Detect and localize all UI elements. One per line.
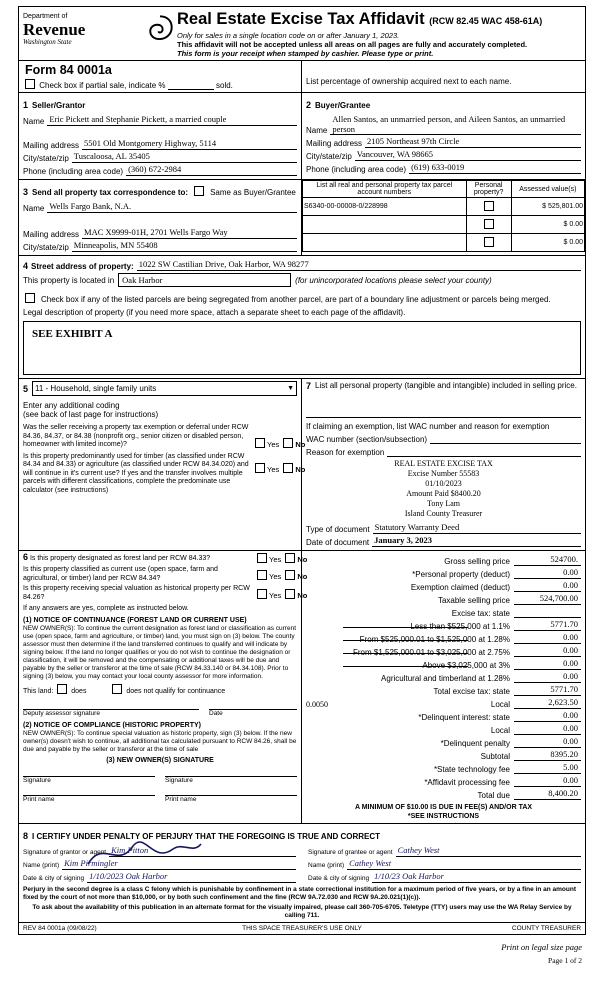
calc-value[interactable]: 5771.70: [514, 684, 581, 696]
page-number: Page 1 of 2: [548, 956, 582, 965]
calc-label: Agricultural and timberland at 1.28%: [381, 674, 510, 683]
seller-name-label: Name: [23, 117, 45, 126]
stamp-line-2: Excise Number 55583: [407, 469, 480, 478]
header-text: [143, 11, 581, 58]
forest-calc-row: [19, 550, 585, 823]
calc-label: *State technology fee: [433, 765, 510, 774]
seller-city[interactable]: Tuscaloosa, AL 35405: [72, 151, 297, 163]
calc-row: [306, 632, 581, 644]
table-row: [303, 216, 585, 234]
land-not-qualify-checkbox[interactable]: [112, 684, 122, 694]
calc-row: [306, 606, 581, 618]
personal-checkbox-0[interactable]: [484, 201, 494, 211]
forest-num: 6: [23, 552, 29, 562]
form-number: Form 84 0001a: [25, 63, 112, 77]
calc-row: [306, 593, 581, 605]
partial-sale-checkbox[interactable]: [25, 79, 35, 89]
perjury-note: Perjury in the second degree is a class C felony which is punishable by confinement in a state correctional institution for a maximum period of five years, or by a fine in an amount fixed by the court of not more than $10,000, or by both such confinement and the fine (RCW 9A.72.030 and RCW 9A.20.021(1)(c)).: [23, 886, 576, 901]
calc-row: [306, 723, 581, 735]
exemption-question-2-text: Is this property predominantly used for timber (as classified under RCW 84.34 and 84.33) or agriculture (as classified under RCW 84.34.020) and will continue in it's current use? If yes and the transfer involves multiple parcels with different classifications, complete the predominate use calculator (see instructions): [23, 452, 249, 494]
county-treasurer-label: COUNTY TREASURER: [511, 925, 582, 932]
calc-row: [306, 567, 581, 579]
calc-row: [306, 749, 581, 761]
calc-value[interactable]: 0.00: [514, 632, 581, 644]
calc-label: Above $3,025,000 at 3%: [306, 661, 514, 670]
forest-q2-no-checkbox[interactable]: [285, 570, 295, 580]
grantor-print-label: Name (print): [23, 862, 60, 869]
pct-note-cell: [302, 61, 585, 92]
forest-q3: Is this property receiving special valuation as historical property per RCW 84.26?: [23, 585, 250, 601]
treasurer-use-label: THIS SPACE TREASURER'S USE ONLY: [242, 925, 362, 932]
calc-rows: [306, 554, 581, 800]
calc-row: [306, 658, 581, 670]
parcel-col-header: List all real and personal property tax parcel account numbers: [303, 181, 467, 198]
treasurer-stamp: [306, 459, 581, 519]
header-sub2: This affidavit will not be accepted unless all areas on all pages are fully and accurately completed.: [177, 40, 528, 49]
q1-answers[interactable]: Yes No: [253, 424, 297, 450]
seller-mail[interactable]: 5501 Old Montgomery Highway, 5114: [82, 138, 297, 150]
calc-label: *Delinquent interest: state: [418, 713, 510, 722]
legal-desc-box[interactable]: [23, 321, 581, 375]
calc-label: Taxable selling price: [437, 596, 510, 605]
land-not-qualify-label: does not qualify for continuance: [126, 688, 226, 695]
grantee-print-label: Name (print): [308, 862, 345, 869]
seller-mail-label: Mailing address: [23, 141, 80, 150]
taxpayer-city[interactable]: Minneapolis, MN 55408: [72, 240, 297, 252]
forest-q1-answers[interactable]: Yes No: [255, 553, 297, 564]
calc-value[interactable]: 8395.20: [514, 749, 581, 761]
chevron-down-icon: ▼: [287, 385, 294, 392]
taxpayer-heading: Send all property tax correspondence to:: [32, 188, 189, 197]
calc-label: Total excise tax: state: [433, 687, 510, 696]
minimum-fee-note: A MINIMUM OF $10.00 IS DUE IN FEE(S) AND/OR TAX: [354, 804, 533, 811]
calc-label: Exemption claimed (deduct): [410, 583, 510, 592]
strikethrough-mark: [343, 627, 468, 628]
grantee-date-city[interactable]: 1/10/23 Oak Harbor: [372, 871, 581, 883]
buyer-phone[interactable]: (619) 633-0019: [409, 162, 581, 174]
located-label: This property is located in: [23, 275, 115, 285]
certify-heading: I CERTIFY UNDER PENALTY OF PERJURY THAT THE FOREGOING IS TRUE AND CORRECT: [32, 832, 381, 841]
legal-desc-label: Legal description of property (if you need more space, attach a separate sheet to each page of the affidavit).: [23, 308, 406, 317]
same-as-buyer-checkbox[interactable]: [194, 186, 204, 196]
personal-property-block: [302, 379, 585, 550]
calc-value[interactable]: 0.00: [514, 658, 581, 670]
seller-heading: Seller/Grantor: [32, 101, 86, 110]
form-header: [19, 7, 585, 61]
notice-compliance-title: (2) NOTICE OF COMPLIANCE (HISTORIC PROPERTY): [23, 721, 201, 729]
forest-q1-yes-checkbox[interactable]: [257, 553, 267, 563]
notice-compliance-body: NEW OWNER(S): To continue special valuation as historic property, sign (3) below. If the new owner(s) doesn't wish to continue, all additional tax calculated pursuant to RCW 84.26, shall be due and payable by the seller or transferor at the time of sale: [23, 730, 297, 753]
personal-checkbox-1[interactable]: [484, 219, 494, 229]
formno-cell: [19, 61, 302, 92]
exempt-claim-label: If claiming an exemption, list WAC number and reason for exemption: [306, 422, 550, 431]
formno-row: [19, 61, 585, 92]
grantor-date-label: Date & city of signing: [23, 875, 85, 882]
parcel-table: [302, 180, 585, 252]
parcel-block: [302, 180, 585, 255]
state-label: Washington State: [23, 38, 72, 46]
calc-row: [306, 736, 581, 748]
parcel-number-2[interactable]: [303, 234, 467, 252]
calc-value[interactable]: 0.00: [514, 645, 581, 657]
taxpayer-city-label: City/state/zip: [23, 243, 69, 252]
wac-label: WAC number (section/subsection): [306, 435, 428, 444]
parcel-number-1[interactable]: [303, 216, 467, 234]
calc-label: *Affidavit processing fee: [424, 778, 510, 787]
located-value[interactable]: Oak Harbor: [118, 273, 291, 287]
buyer-mail[interactable]: 2105 Northeast 97th Circle: [365, 136, 581, 148]
calc-row: [306, 710, 581, 722]
notice-continuance-title: (1) NOTICE OF CONTINUANCE (FOREST LAND OR CURRENT USE): [23, 616, 247, 624]
newowner-sig-label-1: Signature: [23, 776, 155, 785]
buyer-name-label: Name: [306, 126, 328, 135]
calc-label: Local: [490, 726, 510, 735]
forest-q1-no-checkbox[interactable]: [285, 553, 295, 563]
buyer-city[interactable]: Vancouver, WA 98665: [355, 149, 581, 161]
header-sub1: Only for sales in a single location code on or after January 1, 2023.: [177, 31, 400, 40]
doc-type-label: Type of document: [306, 525, 370, 534]
grantor-sig-label: Signature of grantor or agent: [23, 849, 107, 856]
calc-label: From $525,000.01 to $1,525,000 at 1.28%: [306, 635, 514, 644]
taxpayer-name[interactable]: Wells Fargo Bank, N.A.: [47, 201, 297, 213]
forest-q3-no-checkbox[interactable]: [285, 589, 295, 599]
stamp-line-5: Tony Lam: [427, 499, 460, 508]
q1-yes-checkbox[interactable]: [255, 438, 265, 448]
q2-no-checkbox[interactable]: [283, 463, 293, 473]
table-row: [303, 234, 585, 252]
calc-value[interactable]: 5771.70: [514, 619, 581, 631]
seller-phone[interactable]: (360) 672-2984: [126, 164, 297, 176]
forest-ifyes: If any answers are yes, complete as instructed below.: [23, 605, 189, 612]
forest-q2: Is this property classified as current use (open space, farm and agricultural, or timber) land per RCW 84.34?: [23, 566, 218, 582]
taxpayer-parcel-row: [19, 179, 585, 255]
newowner-sig-label-2: Signature: [165, 776, 297, 785]
calc-value[interactable]: 8,400.20: [514, 788, 581, 800]
forest-q3-yes-checkbox[interactable]: [257, 589, 267, 599]
taxpayer-mail-label: Mailing address: [23, 230, 80, 239]
partial-sale-pct[interactable]: [168, 80, 214, 90]
assessed-col-header: Assessed value(s): [511, 181, 584, 198]
calc-label: *Delinquent penalty: [440, 739, 510, 748]
calc-row: [306, 619, 581, 631]
q1-no-checkbox[interactable]: [283, 438, 293, 448]
exemption-question-1: Was the seller receiving a property tax exemption or deferral under RCW 84.36, 84.37, or 84.38 (nonprofit org., senior citizen or disabled person, homeowner with limited income)?: [23, 424, 249, 448]
calc-value[interactable]: 0.00: [514, 775, 581, 787]
grantee-signature[interactable]: Cathey West: [396, 845, 581, 857]
doc-type-value[interactable]: Statutory Warranty Deed: [373, 522, 581, 534]
land-does-checkbox[interactable]: [57, 684, 67, 694]
deputy-date-label: Date: [209, 709, 297, 718]
newowner-print-label-2: Print name: [165, 795, 297, 804]
exemption-question-2: [23, 453, 253, 496]
personal-prop-text: List all personal property (tangible and intangible) included in selling price.: [315, 381, 577, 390]
strikethrough-mark: [343, 653, 468, 654]
calc-value[interactable]: 0.00: [514, 710, 581, 722]
grantor-print-name[interactable]: Kim Pirmingler: [62, 858, 296, 870]
form-footer: [19, 922, 585, 934]
revenue-label: Revenue: [23, 20, 86, 39]
doc-date-label: Date of document: [306, 538, 370, 547]
rcw-citation: (RCW 82.45 WAC 458-61A): [429, 16, 543, 26]
parties-row: [19, 92, 585, 179]
grantee-sig-block: [302, 844, 581, 884]
calc-label: From $1,525,000.01 to $3,025,000 at 2.75%: [306, 648, 514, 657]
buyer-num: 2: [306, 100, 312, 110]
calc-value[interactable]: 0.00: [514, 567, 581, 579]
same-as-buyer-label: Same as Buyer/Grantee: [210, 188, 296, 197]
buyer-phone-label: Phone (including area code): [306, 165, 407, 174]
grantor-signature[interactable]: Kim Pitton: [109, 845, 296, 857]
seller-phone-label: Phone (including area code): [23, 167, 124, 176]
seller-name[interactable]: Eric Pickett and Stephanie Pickett, a married couple: [47, 114, 297, 126]
street-value[interactable]: 1022 SW Castilian Drive, Oak Harbor, WA 98277: [137, 259, 581, 271]
partial-sale-row: [19, 77, 301, 92]
calc-label: Gross selling price: [444, 557, 510, 566]
assessed-value-1[interactable]: $ 0.00: [511, 216, 584, 234]
buyer-heading: Buyer/Grantee: [315, 101, 371, 110]
personal-prop-num: 7: [306, 381, 312, 391]
ada-note: To ask about the availability of this publication in an alternate format for the visually impaired, please call 360-705-6705. Teletype (TTY) users may use the WA Relay Service by calling 711.: [32, 904, 572, 919]
seller-block: [19, 93, 302, 179]
signature-scribble-icon: [83, 834, 203, 874]
usecode-personal-row: [19, 378, 585, 550]
calc-label: Excise tax: state: [451, 609, 510, 618]
calc-row: [306, 775, 581, 787]
newowner-print-label-1: Print name: [23, 795, 155, 804]
this-land-label: This land:: [23, 688, 54, 695]
calc-value[interactable]: 524,700.00: [514, 593, 581, 605]
calc-value[interactable]: 0.00: [514, 723, 581, 735]
reason-label: Reason for exemption: [306, 448, 385, 457]
seller-num: 1: [23, 100, 29, 110]
stamp-line-6: Island County Treasurer: [404, 509, 483, 518]
parcel-number-0[interactable]: S6340-00-00008-0/228998: [303, 198, 467, 216]
grantee-date-label: Date & city of signing: [308, 875, 370, 882]
assessed-value-0[interactable]: $ 525,801.00: [511, 198, 584, 216]
calc-label: Subtotal: [480, 752, 510, 761]
taxpayer-mail[interactable]: MAC X9999-01H, 2701 Wells Fargo Way: [82, 227, 297, 239]
pct-note: List percentage of ownership acquired next to each name.: [306, 77, 512, 86]
buyer-block: [302, 93, 585, 179]
calc-value[interactable]: 2,623.50: [514, 697, 581, 709]
personal-checkbox-2[interactable]: [484, 237, 494, 247]
grantor-date-city[interactable]: 1/10/2023 Oak Harbor: [87, 871, 296, 883]
table-row: [303, 198, 585, 216]
certify-num: 8: [23, 831, 29, 841]
strikethrough-mark: [343, 666, 468, 667]
forest-q2-yes-checkbox[interactable]: [257, 570, 267, 580]
calculation-block: [302, 551, 585, 823]
grantee-sig-label: Signature of grantee or agent: [308, 849, 393, 856]
land-does-label: does: [71, 688, 87, 695]
calc-row: [306, 645, 581, 657]
agency-logo: [23, 11, 143, 46]
rev-number: REV 84 0001a (09/08/22): [23, 925, 97, 932]
street-num: 4: [23, 261, 29, 271]
forest-q2-answers[interactable]: Yes No: [255, 566, 297, 583]
forest-q1: Is this property designated as forest land per RCW 84.33?: [29, 555, 211, 562]
calc-value[interactable]: [514, 606, 581, 618]
seller-city-label: City/state/zip: [23, 154, 69, 163]
forest-q3-answers[interactable]: Yes No: [255, 585, 297, 602]
land-use-code-value: 11 - Household, single family units: [35, 384, 157, 393]
legal-desc-value: SEE EXHIBIT A: [32, 328, 113, 340]
calc-value[interactable]: 0.00: [514, 736, 581, 748]
strikethrough-mark: [343, 640, 468, 641]
calc-value[interactable]: 524700.: [514, 554, 581, 566]
dept-label: Department of: [23, 13, 68, 20]
taxpayer-name-label: Name: [23, 204, 45, 213]
calc-row: [306, 671, 581, 683]
buyer-city-label: City/state/zip: [306, 152, 352, 161]
header-sub3: This form is your receipt when stamped by cashier. Please type or print.: [177, 49, 434, 58]
form-title: Real Estate Excise Tax Affidavit (RCW 82.45 WAC 458-61A): [177, 10, 543, 28]
land-use-code-select[interactable]: [32, 381, 297, 396]
usecode-num: 5: [23, 383, 29, 394]
calc-label: Less than $525,000 at 1.1%: [306, 622, 514, 631]
calc-label: *Personal property (deduct): [412, 570, 510, 579]
q2-yes-checkbox[interactable]: [255, 463, 265, 473]
q2-answers[interactable]: Yes No: [253, 453, 297, 496]
calc-row: [306, 554, 581, 566]
personal-col-header: Personal property?: [466, 181, 511, 198]
calc-row: [306, 684, 581, 696]
certify-block: [19, 823, 585, 922]
buyer-mail-label: Mailing address: [306, 139, 363, 148]
taxpayer-num: 3: [23, 187, 29, 197]
segregated-label: Check box if any of the listed parcels are being segregated from another parcel, are part of a boundary line adjustment or parcels being merged.: [41, 295, 551, 304]
print-legal-note: Print on legal size page: [501, 942, 582, 952]
new-owner-sig-title: (3) NEW OWNER(S) SIGNATURE: [106, 757, 214, 764]
calc-row: [306, 580, 581, 592]
stamp-line-1: REAL ESTATE EXCISE TAX: [394, 459, 493, 468]
street-label: Street address of property:: [31, 262, 134, 271]
additional-coding-note: (see back of last page for instructions): [23, 410, 159, 419]
street-block: [19, 255, 585, 319]
stamp-line-4: Amount Paid $8400.20: [406, 489, 481, 498]
calc-value[interactable]: 5.00: [514, 762, 581, 774]
grantee-print-name[interactable]: Cathey West: [347, 858, 581, 870]
calc-value[interactable]: 0.00: [514, 671, 581, 683]
wac-value[interactable]: [430, 432, 581, 444]
see-instructions-note: *SEE INSTRUCTIONS: [407, 812, 480, 820]
calc-row: [306, 788, 581, 800]
calc-row: [306, 697, 581, 709]
calc-label: Local: [490, 700, 510, 709]
sold-label: sold.: [216, 81, 233, 90]
calc-row: [306, 762, 581, 774]
partial-sale-label: Check box if partial sale, indicate %: [39, 81, 166, 90]
assessed-value-2[interactable]: $ 0.00: [511, 234, 584, 252]
calc-value[interactable]: 0.00: [514, 580, 581, 592]
taxpayer-block: [19, 180, 302, 255]
calc-label: Total due: [477, 791, 510, 800]
stamp-line-3: 01/10/2023: [425, 479, 462, 488]
revenue-swirl-icon: [147, 15, 173, 41]
usecode-block: [19, 379, 306, 550]
additional-coding-label: Enter any additional coding: [23, 401, 120, 410]
personal-prop-input[interactable]: [306, 391, 581, 418]
forest-block: [19, 551, 308, 823]
located-note: (for unincorporated locations please select your county): [295, 275, 492, 285]
segregated-checkbox[interactable]: [25, 293, 35, 303]
reason-value[interactable]: [387, 445, 581, 457]
notice-continuance-body: NEW OWNER(S): To continue the current designation as forest land or classification as current use (open space, farm and agriculture, or timber) land, you must sign on (3) below. The county assessor must then determine if the land transferred continues to qualify and will indicate by signing below. If the land no longer qualifies or you do not wish to continue the designation or classification, it will be removed and the compensating or additional taxes will be due and payable by the seller or transferor at the time of sale (RCW 84.33.140 or 84.34.108). Prior to signing (3) below, you may contact your local county assessor for more information.: [23, 625, 296, 680]
buyer-name[interactable]: Allen Santos, an unmarried person, and Aileen Santos, an unmarried person: [330, 114, 581, 135]
calc-local-rate: 0.0050: [306, 700, 328, 709]
deputy-sig-label: Deputy assessor signature: [23, 709, 199, 718]
form-sheet: [18, 6, 586, 935]
doc-date-value[interactable]: January 3, 2023: [372, 535, 581, 547]
